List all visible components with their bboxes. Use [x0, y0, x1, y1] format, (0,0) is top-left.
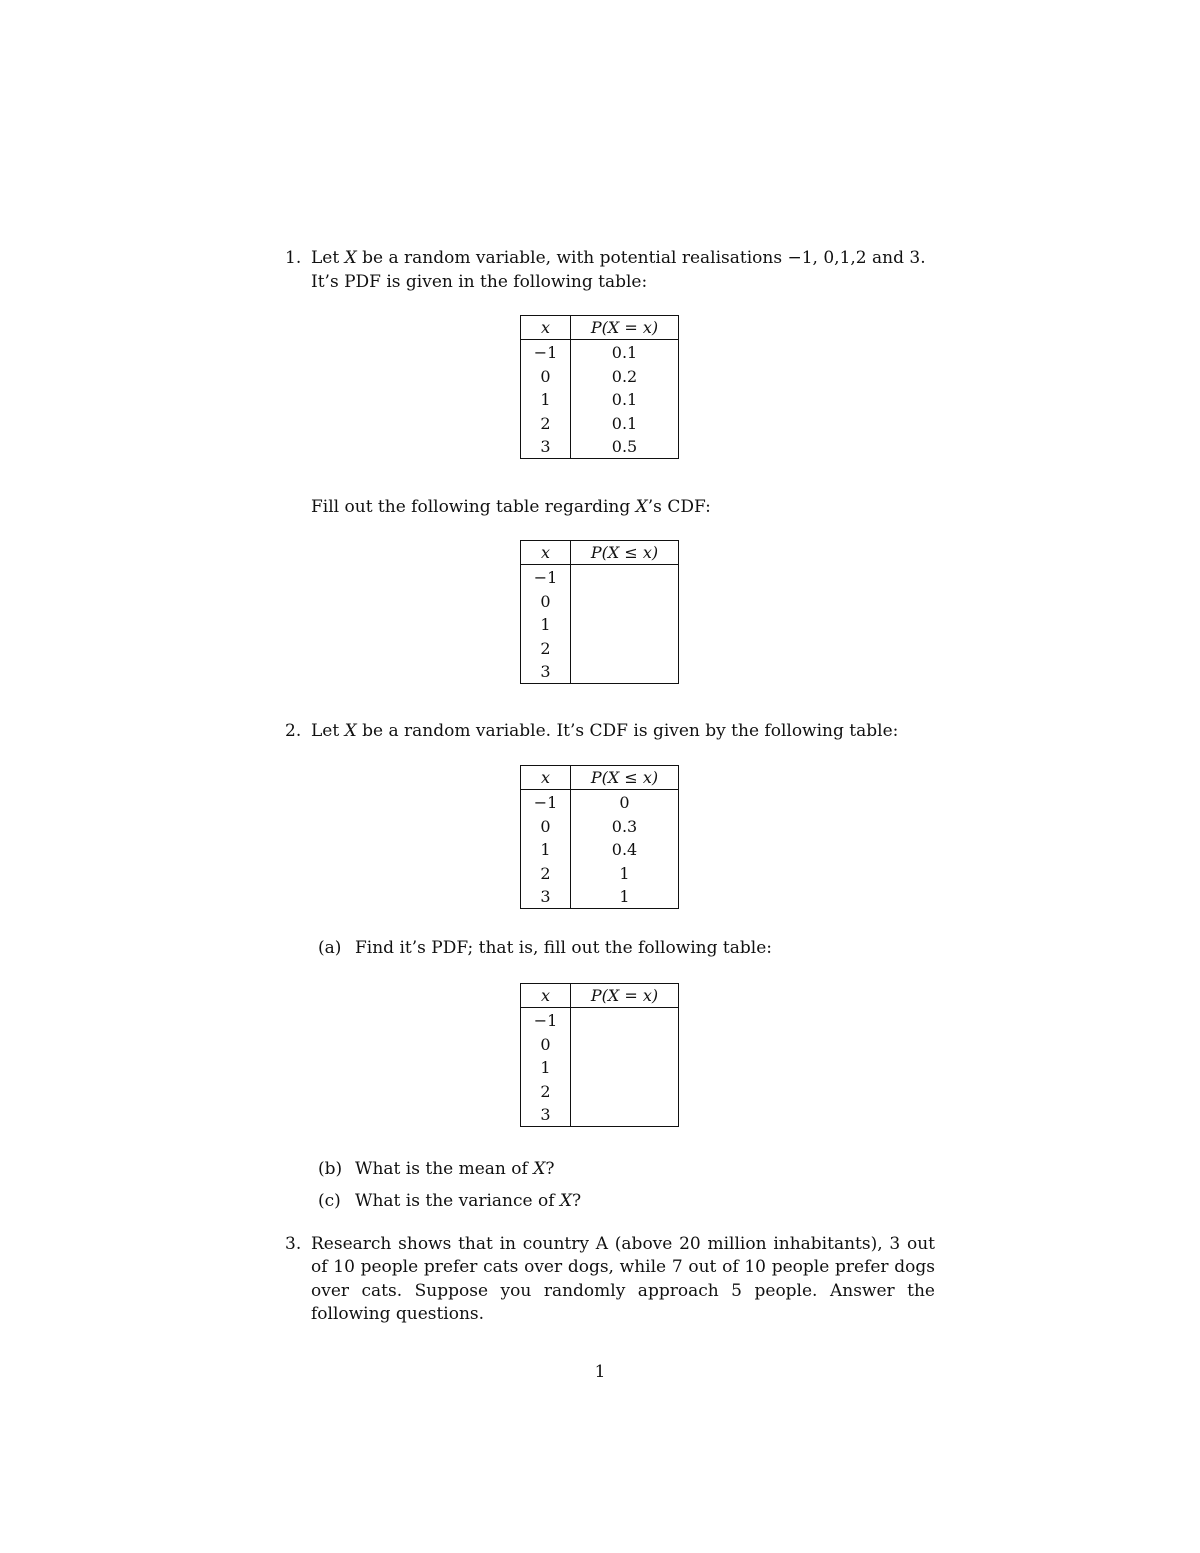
- cell-x: 2: [521, 862, 571, 885]
- cell-p: 0.1: [611, 390, 638, 410]
- table-row: [521, 637, 679, 660]
- q1-fill-pre: Fill out the following table regarding: [311, 497, 636, 517]
- header-x: x: [521, 766, 571, 790]
- table-row: [521, 862, 679, 885]
- q1-fill-var: X: [635, 497, 648, 517]
- cell-p-blank[interactable]: [571, 1080, 679, 1103]
- table-row: [521, 565, 679, 590]
- table-row: [521, 838, 679, 861]
- q2-post: be a random variable. It’s CDF is given by the following table:: [356, 721, 899, 741]
- cell-x: 0: [521, 365, 571, 388]
- q2-pre: Let: [311, 721, 345, 741]
- q2-var: X: [344, 721, 357, 741]
- cell-p: 0.2: [611, 366, 638, 386]
- cell-x: 0: [521, 1033, 571, 1056]
- cell-p-blank[interactable]: [571, 637, 679, 660]
- cell-x: −1: [521, 565, 571, 590]
- q2c-text: [355, 1190, 581, 1213]
- q1-fill-post: ’s CDF:: [647, 497, 711, 517]
- table-row: [521, 1103, 679, 1127]
- table-row: [521, 815, 679, 838]
- cell-p-blank[interactable]: [571, 1056, 679, 1079]
- cell-x: −1: [521, 1008, 571, 1033]
- cell-p: 0.1: [611, 343, 638, 363]
- cell-x: 0: [521, 590, 571, 613]
- q2b-var: X: [533, 1159, 546, 1179]
- table-row: [521, 1056, 679, 1079]
- q2c-post: ?: [572, 1191, 582, 1211]
- table-row: [521, 365, 679, 388]
- cell-x: 3: [521, 1103, 571, 1127]
- cell-x: 0: [521, 815, 571, 838]
- cell-p-blank[interactable]: [571, 613, 679, 636]
- q1-cdf-table: [520, 540, 679, 684]
- table-row: [521, 885, 679, 909]
- table-row: [521, 435, 679, 459]
- cell-x: −1: [521, 340, 571, 365]
- cell-p: 0.4: [611, 840, 638, 860]
- table-row: [521, 1033, 679, 1056]
- cell-p-blank[interactable]: [571, 590, 679, 613]
- page-number: 1: [594, 1362, 606, 1382]
- q2b-post: ?: [545, 1159, 555, 1179]
- cell-p: 0.5: [611, 437, 638, 457]
- q2-pdf-table: [520, 983, 679, 1127]
- cell-p-blank[interactable]: [571, 1008, 679, 1033]
- cell-x: 1: [521, 838, 571, 861]
- q2c-pre: What is the variance of: [355, 1191, 560, 1211]
- table-row: [521, 340, 679, 365]
- cell-x: 3: [521, 885, 571, 909]
- cell-x: 1: [521, 613, 571, 636]
- q3-number: 3.: [285, 1234, 302, 1254]
- q1-line2: It’s PDF is given in the following table:: [311, 272, 648, 292]
- cell-p: 1: [619, 887, 630, 907]
- q1-number: 1.: [285, 248, 302, 268]
- q1-line1: [311, 247, 926, 270]
- q1-line1-post: be a random variable, with potential realisations −1, 0,1,2 and 3.: [356, 248, 926, 268]
- header-x: x: [521, 984, 571, 1008]
- q2-cdf-table: [520, 765, 679, 909]
- header-p: P(X ≤ x): [571, 541, 679, 565]
- cell-p-blank[interactable]: [571, 660, 679, 684]
- header-x: x: [521, 541, 571, 565]
- table-row: [521, 412, 679, 435]
- cell-p-blank[interactable]: [571, 1103, 679, 1127]
- cell-x: 3: [521, 435, 571, 459]
- table-row: [521, 388, 679, 411]
- q1-pdf-table: [520, 315, 679, 459]
- cell-p-blank[interactable]: [571, 1033, 679, 1056]
- q2c-var: X: [559, 1191, 573, 1211]
- q1-var: X: [344, 248, 357, 268]
- q2a-text: Find it’s PDF; that is, fill out the following table:: [355, 938, 772, 958]
- cell-p: 0.1: [611, 413, 638, 433]
- cell-p: 0.3: [611, 816, 638, 836]
- table-row: [521, 1080, 679, 1103]
- table-row: [521, 1008, 679, 1033]
- cell-x: 1: [521, 388, 571, 411]
- q2-number: 2.: [285, 721, 302, 741]
- table-row: [521, 613, 679, 636]
- q2-line: [311, 720, 898, 743]
- cell-x: 2: [521, 412, 571, 435]
- cell-x: 2: [521, 1080, 571, 1103]
- q2c-label: (c): [318, 1191, 341, 1211]
- q2a-label: (a): [318, 938, 342, 958]
- header-x: x: [521, 316, 571, 340]
- cell-p: 1: [619, 863, 630, 883]
- table-row: [521, 590, 679, 613]
- cell-p: 0: [619, 793, 630, 813]
- cell-x: 2: [521, 637, 571, 660]
- cell-x: 3: [521, 660, 571, 684]
- cell-x: −1: [521, 790, 571, 815]
- table-row: [521, 790, 679, 815]
- q1-line1-pre: Let: [311, 248, 345, 268]
- header-p: P(X ≤ x): [571, 766, 679, 790]
- header-p: P(X = x): [571, 984, 679, 1008]
- q2b-text: [355, 1158, 554, 1181]
- q1-fill-instruction: [311, 496, 711, 519]
- q3-text: Research shows that in country A (above 20 million inhabitants), 3 out of 10 people prefer cats over dogs, while 7 out of 10 people prefer dogs over cats. Suppose you randomly approach 5 people. Answer the following questions.: [311, 1234, 935, 1324]
- table-row: [521, 660, 679, 684]
- header-p: P(X = x): [571, 316, 679, 340]
- cell-p-blank[interactable]: [571, 565, 679, 590]
- cell-x: 1: [521, 1056, 571, 1079]
- q2b-label: (b): [318, 1159, 343, 1179]
- q2b-pre: What is the mean of: [355, 1159, 534, 1179]
